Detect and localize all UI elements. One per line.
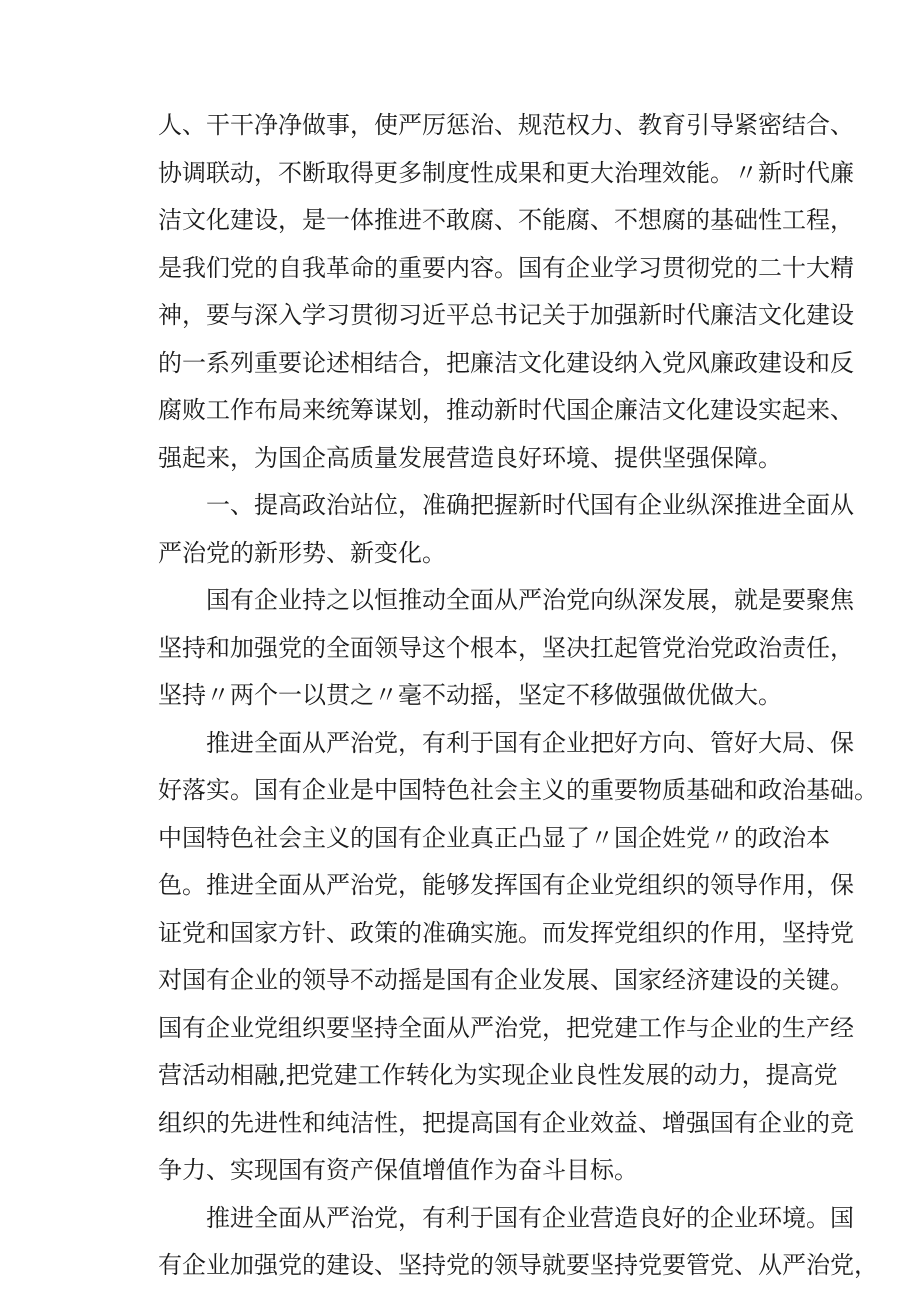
text-line: 神，要与深入学习贯彻习近平总书记关于加强新时代廉洁文化建设: [158, 301, 854, 329]
text-line: 色。推进全面从严治党，能够发挥国有企业党组织的领导作用，保: [158, 871, 854, 899]
text-line: 坚持和加强党的全面领导这个根本，坚决扛起管党治党政治责任，: [158, 633, 854, 662]
text-line: 坚持〃两个一以贯之〃毫不动摇，坚定不移做强做优做大。: [158, 681, 782, 709]
text-line: 人、干干净净做事，使严厉惩治、规范权力、教育引导紧密结合、: [158, 111, 854, 139]
text-line: 强起来，为国企高质量发展营造良好环境、提供坚强保障。: [158, 443, 782, 472]
text-line: 中国特色社会主义的国有企业真正凸显了〃国企姓党〃的政治本: [158, 823, 830, 852]
text-line: 推进全面从严治党，有利于国有企业营造良好的企业环境。国: [206, 1203, 854, 1232]
text-line: 协调联动，不断取得更多制度性成果和更大治理效能。〃新时代廉: [158, 158, 854, 187]
text-line: 好落实。国有企业是中国特色社会主义的重要物质基础和政治基础。: [158, 776, 878, 804]
text-line: 腐败工作布局来统筹谋划，推动新时代国企廉洁文化建设实起来、: [158, 396, 854, 424]
text-line: 证党和国家方针、政策的准确实施。而发挥党组织的作用，坚持党: [158, 918, 854, 947]
text-line: 一、提高政治站位，准确把握新时代国有企业纵深推进全面从: [206, 491, 854, 519]
text-line: 推进全面从严治党，有利于国有企业把好方向、管好大局、保: [206, 728, 854, 757]
text-line: 洁文化建设，是一体推进不敢腐、不能腐、不想腐的基础性工程，: [158, 206, 854, 234]
text-line: 国有企业持之以恒推动全面从严治党向纵深发展，就是要聚焦: [206, 586, 854, 614]
text-line: 有企业加强党的建设、坚持党的领导就要坚持党要管党、从严治党，: [158, 1251, 878, 1279]
text-line: 营活动相融,把党建工作转化为实现企业良性发展的动力，提高党: [158, 1061, 838, 1089]
text-line: 国有企业党组织要坚持全面从严治党，把党建工作与企业的生产经: [158, 1013, 854, 1042]
text-line: 对国有企业的领导不动摇是国有企业发展、国家经济建设的关键。: [158, 966, 854, 994]
text-line: 是我们党的自我革命的重要内容。国有企业学习贯彻党的二十大精: [158, 253, 854, 282]
body-text: [158, 102, 878, 1290]
text-line: 的一系列重要论述相结合，把廉洁文化建设纳入党风廉政建设和反: [158, 348, 854, 377]
text-line: 争力、实现国有资产保值增值作为奋斗目标。: [158, 1156, 638, 1184]
text-line: 组织的先进性和纯洁性，把提高国有企业效益、增强国有企业的竞: [158, 1108, 854, 1137]
text-line: 严治党的新形势、新变化。: [158, 538, 446, 567]
